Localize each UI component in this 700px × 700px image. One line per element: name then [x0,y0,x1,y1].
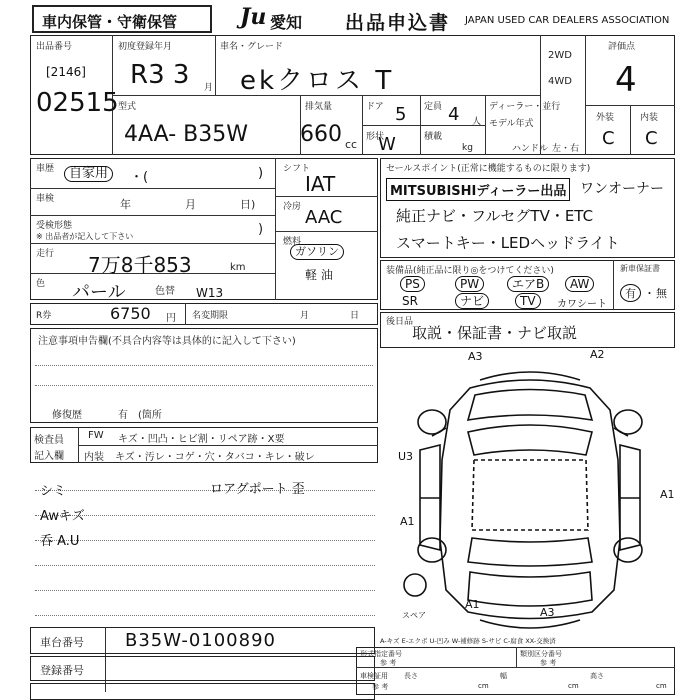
hand-note-1: シミ [40,484,67,499]
exterior-label: 外装 [596,113,615,123]
divider [516,647,517,667]
divider [275,231,378,232]
doors-value: 5 [395,104,407,125]
interior-grade: C [645,128,658,149]
divider [215,35,216,95]
dealer-label: ディーラー・並行 [489,102,561,112]
mileage-label: 走行 [36,249,55,259]
note-line [35,365,373,366]
model-value: 4AA- B35W [124,122,248,147]
displacement-value: 660 [300,122,342,147]
hand-note-4: 呑 A.U [40,534,80,549]
color-code-value: W13 [196,286,224,300]
fuel-alt: 軽 油 [305,268,333,282]
mark-bottom-right: A3 [540,606,555,619]
class-label: 類別区分番号 [520,650,562,658]
equip-ps: PS [400,276,425,292]
entry-label: 記入欄 [34,451,64,462]
repair-rest: (箇所 [138,410,162,421]
entry-line [35,490,375,491]
hand-note-3: Awキズ [40,509,85,524]
chassis-label: 車台番号 [40,636,84,649]
width-unit: cm [568,682,579,690]
drive-2wd: 2WD [548,50,572,61]
listing-number: 02515 [36,88,119,118]
row1-prefix: FW [88,430,104,441]
fuel-label: 燃料 [283,237,302,247]
cooling-label: 冷房 [283,202,302,212]
car-name-value: ekクロス T [240,66,395,96]
car-name-label: 車名・グレード [220,42,284,52]
divider [485,95,486,155]
car-history-rest: ・( [130,170,149,185]
warranty-sep: ・ [644,287,655,300]
model-year-label: モデル年式 [489,119,534,129]
divider [30,243,275,244]
entry-line [35,590,375,591]
entry-line [35,540,375,541]
width-label: 幅 [500,672,507,680]
entry-line [35,565,375,566]
transfer-close: ) [258,222,264,237]
mark-left: U3 [398,450,414,463]
inspection-month: 月 [185,198,196,211]
reg-no-label: 登録番号 [40,664,84,677]
selling-label: セールスポイント(正常に機能するものに限ります) [386,164,591,174]
listing-number-label: 出品番号 [36,42,73,52]
length-unit: cm [478,682,489,690]
equipment-label: 装備品(純正品に限り◎をつけてください) [386,266,554,276]
stamp-box [32,5,212,33]
shift-label: シフト [283,164,311,174]
row2-legend: キズ・汚レ・コゲ・穴・タバコ・キレ・破レ [115,452,315,463]
shape-label: 形状 [366,132,385,142]
logo: Ju [240,4,267,30]
tag-ref: 参 考 [380,659,397,667]
form-title: 出品申込書 [345,12,451,34]
mileage-unit: km [230,262,246,273]
load-label: 積載 [424,132,443,142]
month-unit: 月 [204,83,214,93]
car-history-label: 車歴 [36,164,55,174]
warranty-no: 無 [656,287,667,300]
interior-label: 内装 [640,113,659,123]
score-label: 評価点 [608,42,636,52]
recycle-unit: 円 [166,313,176,324]
height-label: 高さ [590,672,604,680]
tag-label: 形式指定番号 [360,650,402,658]
mark-top-right: A2 [590,348,605,361]
height-unit: cm [656,682,667,690]
dealer-badge: MITSUBISHIディーラー出品 [386,178,570,201]
equip-airbag: エアB [507,276,549,292]
recycle-label: R券 [36,311,52,321]
mark-top-left: A3 [468,350,483,363]
mark-left-2: A1 [400,515,415,528]
inspection-day: 日) [240,198,256,211]
first-reg-label: 初度登録年月 [118,42,173,52]
car-diagram [380,350,680,640]
divider [275,158,276,300]
repair-label: 修復歴 [52,410,82,421]
drive-4wd: 4WD [548,76,572,87]
name-change-month: 月 [300,311,310,321]
entry-line [35,615,375,616]
recycle-value: 6750 [110,304,151,323]
spare-label: スペア [402,611,426,620]
name-change-label: 名変期限 [192,311,229,321]
listing-sub-number: [2146] [46,65,86,79]
equip-leather: カワシート [557,299,607,310]
model-label: 型式 [118,102,137,112]
divider [185,303,186,325]
mileage-value: 7万8千853 [88,253,192,277]
color-value: パール [72,282,126,303]
divider [630,105,631,155]
row1-legend: キズ・凹凸・ヒビ割・リペア跡・X要 [118,434,285,445]
damage-legend: A-キズ E-エクボ U-凹み W-補修跡 S-サビ C-腐食 XX-交換済 [380,637,556,645]
divider [356,667,675,668]
score-value: 4 [615,60,637,100]
equip-aw: AW [565,276,594,292]
stamp-label: 車内保管・守衛保管 [42,13,178,31]
divider [540,35,541,155]
divider [613,260,614,310]
inspector-label: 検査員 [34,435,64,446]
mark-bottom-left: A1 [465,598,480,611]
divider [585,35,586,155]
color-label: 色 [36,279,46,289]
mark-right: A1 [660,488,675,501]
one-owner: ワンオーナー [580,181,664,197]
divider [362,125,485,126]
car-history-value: 自家用 [64,166,113,182]
aichi-label: 愛知 [270,13,303,32]
reg-extra-frame [30,683,375,700]
warranty-yes: 有 [620,284,641,302]
length-label: 長さ [404,672,418,680]
row2-prefix: 内装 [84,452,104,463]
equip-sr: SR [402,294,418,308]
equip-pw: PW [455,276,484,292]
shift-value: IAT [305,172,336,196]
divider [30,188,275,189]
capacity-unit: 人 [472,117,482,127]
accessories-label: 後日品 [386,317,414,327]
name-change-day: 日 [350,311,360,321]
cert-ref: 参 考 [372,683,389,691]
capacity-value: 4 [448,104,460,125]
divider [30,215,275,216]
note-line [35,385,373,386]
exterior-grade: C [602,128,615,149]
divider [78,445,378,446]
cc-unit: cc [345,138,358,151]
hand-note-2: ロアグポート 歪 [210,482,305,497]
class-ref: 参 考 [540,659,557,667]
equip-navi: ナビ [455,293,489,309]
color-code-label: 色替 [155,286,175,297]
first-reg-value: R3 3 [130,60,190,90]
handle-options: 左・右 [552,144,580,154]
inspection-label: 車検 [36,194,55,204]
cooling-value: AAC [305,207,343,228]
handle-label: ハンドル [512,144,549,154]
warranty-label: 新車保証書 [620,264,660,273]
chassis-number: B35W-0100890 [125,630,276,651]
fuel-value: ガソリン [290,244,344,260]
shape-value: W [378,134,396,155]
displacement-label: 排気量 [305,102,333,112]
doors-label: ドア [366,102,384,112]
inspection-year: 年 [120,198,131,211]
accessories-value: 取説・保証書・ナビ取説 [412,324,578,342]
transfer-note: ※ 出品者が記入して下さい [36,232,134,241]
selling-line2: スマートキー・LEDヘッドライト [396,234,620,252]
capacity-label: 定員 [424,102,443,112]
car-history-close: ) [258,166,264,181]
association-name: JAPAN USED CAR DEALERS ASSOCIATION [465,15,670,26]
divider [275,196,378,197]
selling-line1: 純正ナビ・フルセグTV・ETC [396,207,594,225]
transfer-label: 受検形態 [36,221,73,231]
cert-label: 車検証用 [360,672,388,680]
equip-tv: TV [515,293,541,309]
notes-label: 注意事項申告欄(不具合内容等は具体的に記入して下さい) [38,336,296,347]
repair-value: 有 [118,410,128,421]
entry-line [35,515,375,516]
load-unit: kg [462,143,473,153]
